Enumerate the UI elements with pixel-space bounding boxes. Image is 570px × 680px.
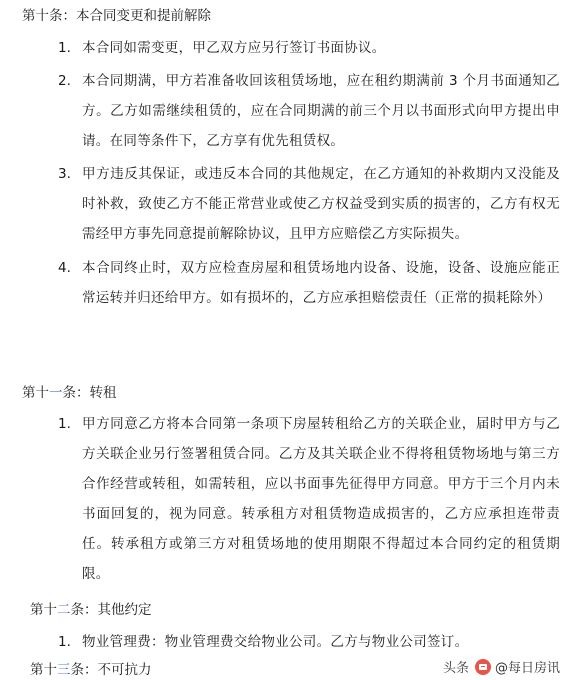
highlighted-numeral: 二: [57, 602, 71, 618]
clause-text: 甲方违反其保证，或违反本合同的其他规定，在乙方通知的补救期内又没能及时补救，致使乙方不能正常营业或使乙方权益受到实质的损害的，乙方有权无需经甲方事先同意提前解除协议，且甲方应赔偿乙方实际损失。: [82, 166, 560, 242]
article-13-heading: 第十三条：不可抗力: [30, 662, 152, 678]
item-number: 1.: [58, 416, 71, 432]
clause-text: 甲方同意乙方将本合同第一条项下房屋转租给乙方的关联企业，届时甲方与乙方关联企业另行签署租赁合同。乙方及其关联企业不得将租赁物场地与第三方合作经营或转租，如需转租，应以书面事先征得甲方同意。甲方于三个月内未书面回复的，视为同意。转承租方对租赁物造成损害的，乙方应承担连带责任。转承租方或第三方对租赁场地的使用期限不得超过本合同约定的租赁期限。: [82, 416, 560, 582]
source-watermark: [443, 657, 560, 676]
clause-text: 物业管理费：物业管理费交给物业公司。乙方与物业公司签订。: [82, 634, 469, 650]
clause-text: 本合同如需变更，甲乙双方应另行签订书面协议。: [82, 40, 386, 56]
item-number: 3.: [58, 166, 71, 182]
article-10-heading: 第十条：本合同变更和提前解除: [22, 8, 211, 24]
highlighted-numeral: 三: [57, 662, 71, 678]
item-number: 2.: [58, 73, 71, 89]
item-number: 4.: [58, 260, 71, 276]
clause-text: 本合同终止时，双方应检查房屋和租赁场地内设备、设施，设备、设施应能正常运转并归还给甲方。如有损坏的，乙方应承担赔偿责任（正常的损耗除外）: [82, 260, 560, 306]
highlighted-numeral: 一: [49, 385, 63, 401]
item-number: 1.: [58, 634, 71, 650]
article-11-heading: 第十一条：转租: [22, 385, 117, 401]
clause-text: 本合同期满，甲方若准备收回该租赁场地，应在租约期满前 3 个月书面通知乙方。乙方如需继续租赁的，应在合同期满的前三个月以书面形式向甲方提出申请。在同等条件下，乙方享有优先租赁权。: [82, 73, 560, 149]
account-logo-icon: [475, 659, 491, 675]
item-number: 1.: [58, 40, 71, 56]
account-name: @每日房讯: [494, 661, 560, 676]
article-12-heading: 第十二条：其他约定: [30, 602, 152, 618]
source-name: 头条: [442, 661, 469, 676]
